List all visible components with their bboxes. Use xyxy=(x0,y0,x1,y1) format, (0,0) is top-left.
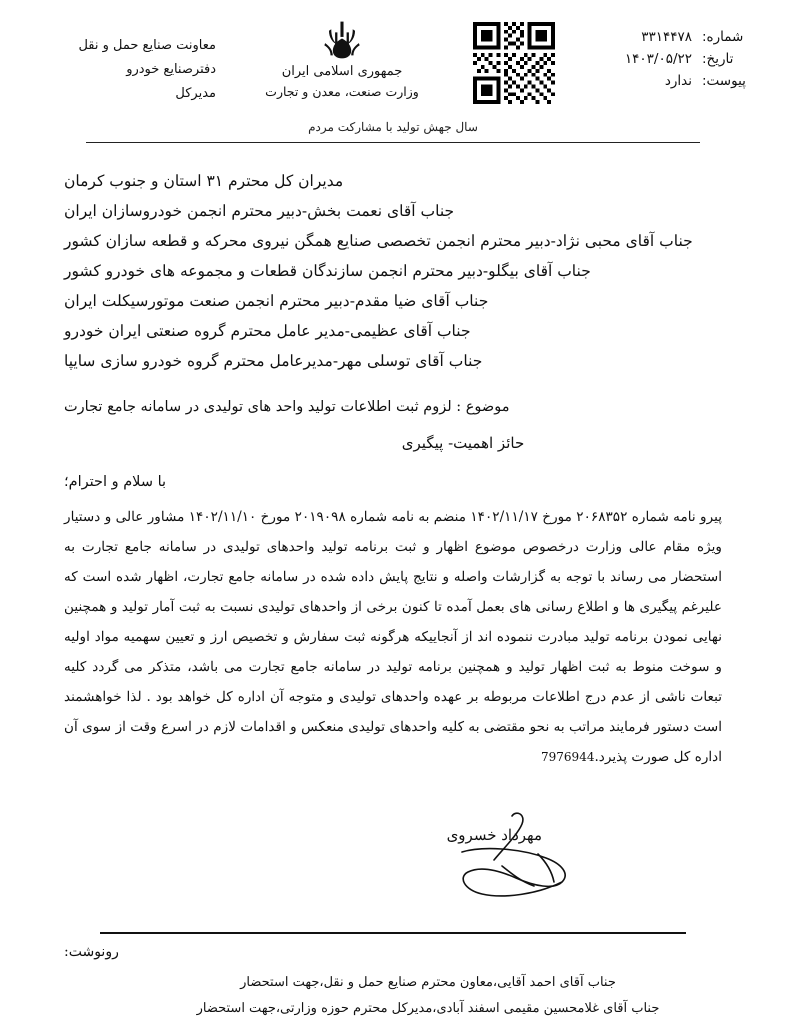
carbon-copy-block xyxy=(64,944,722,1022)
recipient-item: مدیران کل محترم ۳۱ استان و جنوب کرمان xyxy=(64,172,344,190)
qr-code xyxy=(473,22,555,104)
recipient-item: جناب آقای توسلی مهر-مدیرعامل محترم گروه خودرو سازی سایپا xyxy=(64,352,483,370)
signature-area xyxy=(64,818,722,938)
ministry-block xyxy=(216,18,468,102)
handwritten-signature xyxy=(442,808,602,918)
year-slogan: سال جهش تولید با مشارکت مردم xyxy=(308,120,478,134)
meta-label-attachment: پیوست: xyxy=(702,73,746,89)
recipient-item: جناب آقای بیگلو-دبیر محترم انجمن سازندگان قطعات و مجموعه های خودرو کشور xyxy=(64,262,591,280)
meta-row-date xyxy=(560,48,760,70)
meta-value-date: ۱۴۰۳/۰۵/۲۲ xyxy=(624,51,692,67)
recipient-item: جناب آقای عظیمی-مدیر عامل محترم گروه صنعتی ایران خودرو xyxy=(64,322,471,340)
cc-item: جناب آقای غلامحسین مقیمی اسفند آبادی،مدیرکل محترم حوزه وزارتی،جهت استحضار xyxy=(196,1001,660,1016)
org-line-2: دفترصنایع خودرو xyxy=(126,62,216,77)
letter-paragraph-text: پیرو نامه شماره ۲۰۶۸۳۵۲ مورخ ۱۴۰۲/۱۱/۱۷ منضم به نامه شماره ۲۰۱۹۰۹۸ مورخ ۱۴۰۲/۱۱/۱۰ مشاور عالی و دستیار ویژه مقام عالی وزارت درخصوص موضوع اظهار و ثبت برنامه تولید واحدهای تولیدی در سامانه جامع تجارت به استحضار می رساند با توجه به گزارشات واصله و نتایج پایش داده شده در سامانه جامع تجارت، اظهار شده است که علیرغم پیگیری ها و اطلاع رسانی های بعمل آمده تا کنون برخی از واحدهای تولیدی نسبت به ثبت آمار تولید و همچنین نهایی نمودن برنامه تولید مبادرت ننموده اند از آنجاییکه هرگونه ثبت سفارش و تخصیص ارز و تعیین سهمیه مواد اولیه و سوخت منوط به ثبت اظهار تولید و همچنین برنامه تولید در سامانه جامع تجارت می باشد، متذکر می گردد کلیه تبعات ناشی از عدم درج اطلاعات مربوطه بر عهده واحدهای تولیدی و متوجه آن اداره کل خواهد بود . لذا خواهشمند است دستور فرمایند مراتب به نحو مقتضی به کلیه واحدهای تولیدی منعکس و اقدامات لازم در اسرع وقت از سوی آن اداره کل صورت پذیرد. xyxy=(64,509,722,765)
org-unit-block xyxy=(26,18,216,106)
iran-emblem-icon xyxy=(319,20,365,60)
org-line-3: مدیرکل xyxy=(175,86,216,101)
org-line-1: معاونت صنایع حمل و نقل xyxy=(78,38,216,53)
footer-divider xyxy=(100,932,686,934)
meta-label-number: شماره: xyxy=(702,29,744,45)
cc-title: رونوشت: xyxy=(64,944,119,960)
qr-code-wrap xyxy=(468,18,560,104)
cc-item: جناب آقای احمد آقایی،معاون محترم صنایع حمل و نقل،جهت استحضار xyxy=(240,975,616,990)
letter-subject: موضوع : لزوم ثبت اطلاعات تولید واحد های تولیدی در سامانه جامع تجارت xyxy=(64,399,510,415)
header-divider xyxy=(86,142,700,143)
recipient-item: جناب آقای ضیا مقدم-دبیر محترم انجمن صنعت موتورسیکلت ایران xyxy=(64,292,489,310)
recipient-item: جناب آقای محبی نژاد-دبیر محترم انجمن تخصصی صنایع همگن نیروی محرکه و قطعه سازان کشور xyxy=(64,232,693,250)
meta-value-number: ۳۳۱۴۴۷۸ xyxy=(641,29,692,45)
meta-label-date: تاریخ: xyxy=(702,51,734,67)
letter-body xyxy=(0,140,786,1022)
meta-row-number xyxy=(560,26,760,48)
letter-meta xyxy=(560,18,760,92)
ministry-line-2: وزارت صنعت، معدن و تجارت xyxy=(265,84,419,99)
tracking-code: 7976944 xyxy=(541,750,595,764)
letter-greeting: با سلام و احترام؛ xyxy=(64,474,167,490)
meta-row-attachment xyxy=(560,70,760,92)
meta-value-attachment: ندارد xyxy=(664,73,692,89)
signer-name: مهرداد خسروی xyxy=(446,826,542,844)
recipient-list xyxy=(64,166,722,376)
priority-note: حائز اهمیت- پیگیری xyxy=(401,434,525,452)
ministry-line-1: جمهوری اسلامی ایران xyxy=(281,64,403,79)
recipient-item: جناب آقای نعمت بخش-دبیر محترم انجمن خودروسازان ایران xyxy=(64,202,455,220)
letterhead xyxy=(0,0,786,140)
letter-paragraph xyxy=(64,502,722,772)
